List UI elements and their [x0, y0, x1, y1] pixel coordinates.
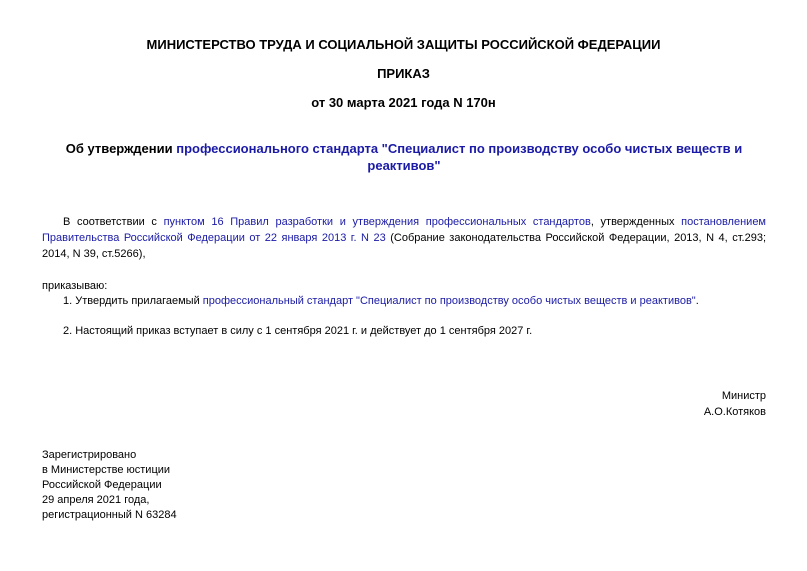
professional-standard-link[interactable]: профессиональный стандарт "Специалист по производству особо чистых веществ и реактивов"	[202, 295, 696, 307]
order-type-heading: ПРИКАЗ	[377, 66, 430, 81]
registration-line: 29 апреля 2021 года,	[42, 494, 150, 506]
order-date-heading: от 30 марта 2021 года N 170н	[311, 95, 496, 110]
registration-block	[42, 448, 177, 523]
orders-word: приказываю:	[42, 280, 108, 292]
signature-name: А.О.Котяков	[703, 406, 766, 418]
registration-line: Зарегистрировано	[42, 449, 137, 461]
preamble-text-2: , утвержденных	[590, 216, 682, 228]
ministry-heading: МИНИСТЕРСТВО ТРУДА И СОЦИАЛЬНОЙ ЗАЩИТЫ РОССИЙСКОЙ ФЕДЕРАЦИИ	[146, 37, 661, 52]
order-item-1-text-2: .	[695, 295, 699, 307]
registration-line: регистрационный N 63284	[42, 509, 177, 521]
order-item-1-text-1: 1. Утвердить прилагаемый	[63, 295, 203, 307]
order-title-prefix: Об утверждении	[65, 141, 177, 156]
preamble-paragraph	[42, 214, 766, 262]
order-item-2: 2. Настоящий приказ вступает в силу с 1 сентября 2021 г. и действует до 1 сентября 2027 г.	[63, 325, 533, 337]
order-title	[42, 140, 766, 174]
professional-standard-title-link[interactable]: профессионального стандарта "Специалист по производству особо чистых веществ и реактивов"	[176, 141, 743, 173]
preamble-text-1: В соответствии с	[63, 216, 164, 228]
signature-block	[704, 388, 766, 420]
government-decree-link[interactable]: постановлением Правительства Российской Федерации от 22 января 2013 г. N 23	[42, 216, 766, 244]
signature-position: Министр	[721, 390, 766, 402]
preamble-text-3: (Собрание законодательства Российской Федерации, 2013, N 4, ст.293; 2014, N 39, ст.5266),	[42, 232, 766, 260]
rules-point-16-link[interactable]: пунктом 16 Правил разработки и утверждения профессиональных стандартов	[163, 216, 591, 228]
registration-line: Российской Федерации	[42, 479, 162, 491]
registration-line: в Министерстве юстиции	[42, 464, 171, 476]
order-item-1	[42, 293, 766, 309]
